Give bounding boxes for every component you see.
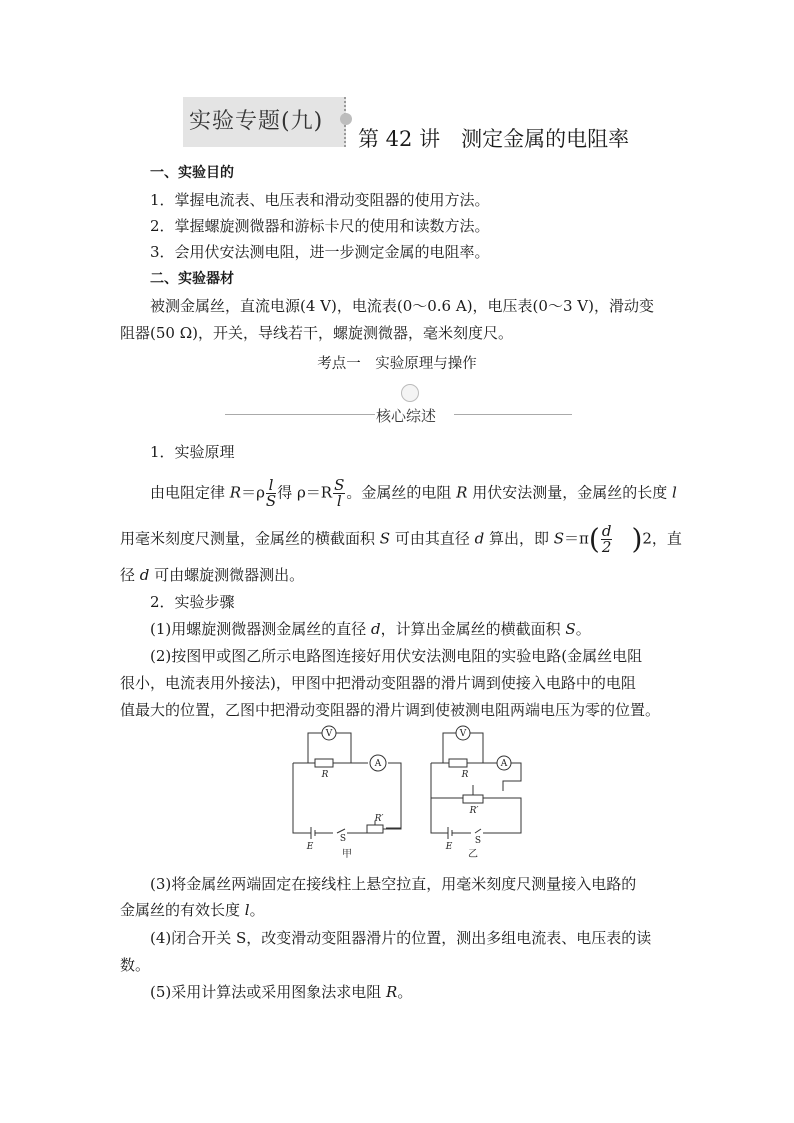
battery-label: E	[306, 842, 314, 852]
step-2: (2)按图甲或图乙所示电路图连接好用伏安法测电阻的实验电路(金属丝电阻	[150, 647, 643, 665]
rheostat-label: R′	[469, 806, 479, 816]
equipment-text: 被测金属丝，直流电源(4 V)，电流表(0～0.6 A)，电压表(0～3 V)，滑动变	[150, 297, 654, 315]
switch-label: S	[474, 836, 482, 846]
divider	[454, 414, 572, 415]
step-1: (1)用螺旋测微器测金属丝的直径 d，计算出金属丝的横截面积 S。	[150, 620, 591, 638]
lecture-title: 第 42 讲 测定金属的电阻率	[358, 127, 630, 151]
figure-caption-left: 甲	[342, 849, 352, 860]
fraction: $\frac{d}{2}$	[601, 522, 612, 556]
equipment-heading: 二、实验器材	[150, 271, 234, 287]
circuit-diagrams	[283, 723, 543, 863]
equipment-text: 阻器(50 Ω)，开关，导线若干，螺旋测微器，毫米刻度尺。	[120, 324, 513, 342]
step-2: 很小，电流表用外接法)，甲图中把滑动变阻器的滑片调到使接入电路中的电阻	[120, 674, 636, 692]
step-3: (3)将金属丝两端固定在接线柱上悬空拉直，用毫米刻度尺测量接入电路的	[150, 875, 637, 893]
purpose-item: 1．掌握电流表、电压表和滑动变阻器的使用方法。	[150, 191, 490, 209]
figure-caption-right: 乙	[468, 849, 478, 860]
ammeter-label: A	[374, 759, 382, 769]
principle-line-3: 径 d 可由螺旋测微器测出。	[120, 566, 305, 584]
fraction: $\frac{l}{S}$	[265, 476, 277, 510]
rheostat-label: R′	[374, 814, 384, 824]
purpose-item: 3．会用伏安法测电阻，进一步测定金属的电阻率。	[150, 243, 490, 261]
step-4: (4)闭合开关 S，改变滑动变阻器滑片的位置，测出多组电流表、电压表的读	[150, 929, 652, 947]
paper-plane-icon	[401, 384, 419, 402]
purpose-item: 2．掌握螺旋测微器和游标卡尺的使用和读数方法。	[150, 217, 490, 235]
battery-label: E	[445, 842, 453, 852]
steps-heading: 2．实验步骤	[150, 593, 235, 611]
voltmeter-label: V	[459, 729, 467, 739]
step-4: 数。	[120, 956, 151, 974]
resistor-label: R	[321, 770, 329, 780]
arrow-icon	[340, 113, 352, 125]
step-3: 金属丝的有效长度 l。	[120, 901, 265, 919]
ammeter-label: A	[500, 759, 508, 769]
step-2: 值最大的位置，乙图中把滑动变阻器的滑片调到使被测电阻两端电压为零的位置。	[120, 701, 661, 719]
principle-heading: 1．实验原理	[150, 443, 235, 461]
voltmeter-label: V	[325, 729, 333, 739]
step-5: (5)采用计算法或采用图象法求电阻 R。	[150, 983, 413, 1001]
principle-line-1: 由电阻定律 R＝ρ $\frac{l}{S}$ 得 ρ＝R $\frac{S}{l}$ 。金属丝的电阻 R 用伏安法测量，金属丝的长度 l	[150, 476, 677, 510]
fraction: $\frac{S}{l}$	[334, 476, 345, 510]
topic-title: 考点一 实验原理与操作	[317, 356, 477, 372]
resistor-label: R	[461, 770, 469, 780]
topic-badge: 实验专题(九)	[189, 109, 324, 134]
principle-line-2: 用毫米刻度尺测量，金属丝的横截面积 S 可由其直径 d 算出，即 S＝π( $\frac{d}{2}$ )2，直	[120, 522, 682, 556]
section-label: 核心综述	[376, 407, 437, 425]
divider	[225, 414, 375, 415]
switch-label: S	[339, 834, 347, 844]
purpose-heading: 一、实验目的	[150, 165, 234, 181]
